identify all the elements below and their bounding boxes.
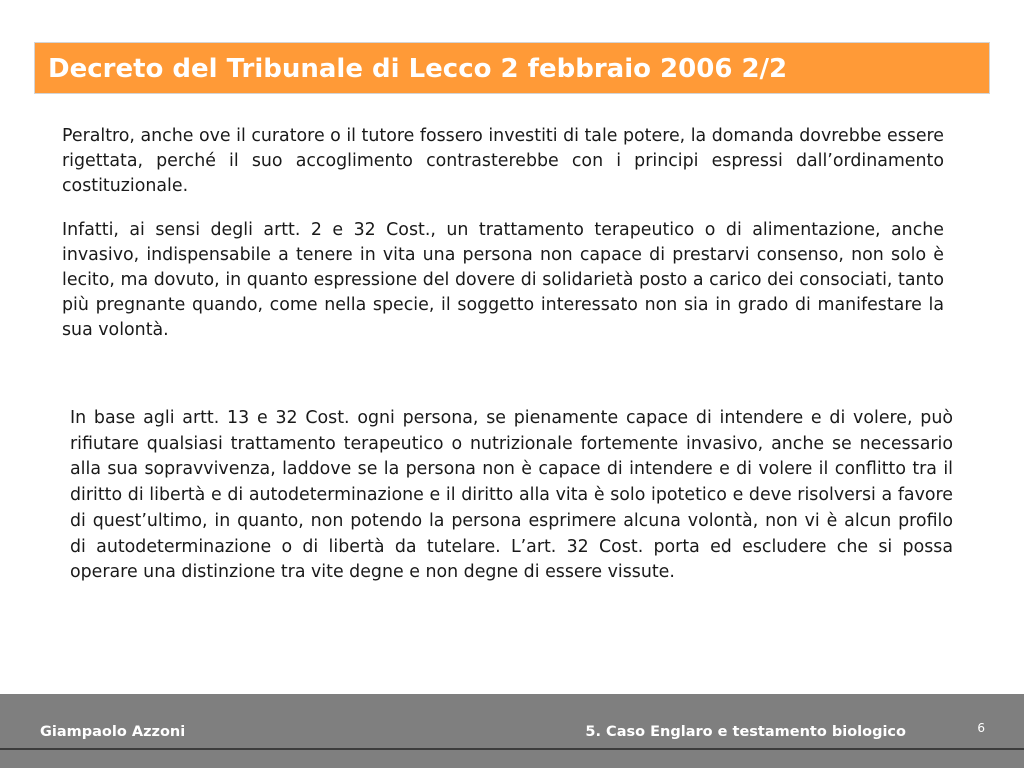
- title-bar: [34, 42, 990, 94]
- footer-author: Giampaolo Azzoni: [40, 724, 186, 740]
- paragraph-2: Infatti, ai sensi degli artt. 2 e 32 Cost., un trattamento terapeutico o di alimentazione, anche invasivo, indispensabile a tenere in vita una persona non capace di prestarvi consenso, non solo è lecito, ma dovuto, in quanto espressione del dovere di solidarietà posto a carico dei consociati, tanto più pregnante quando, come nella specie, il soggetto interessato non sia in grado di manifestare la sua volontà.: [62, 220, 944, 340]
- footer-divider: [0, 748, 1024, 750]
- footer-section-title: 5. Caso Englaro e testamento biologico: [585, 724, 906, 740]
- highlighted-text-box: In base agli artt. 13 e 32 Cost. ogni persona, se pienamente capace di intendere e di volere, può rifiutare qualsiasi trattamento terapeutico o nutrizionale fortemente invasivo, anche se necessario alla sua sopravvivenza, laddove se la persona non è capace di intendere e di volere il conflitto tra il diritto di libertà e di autodeterminazione e il diritto alla vita è solo ipotetico e deve risolversi a favore di quest’ultimo, in quanto, non potendo la persona esprimere alcuna volontà, non vi è alcun profilo di autodeterminazione o di libertà da tutelare. L’art. 32 Cost. porta ed escludere che si possa operare una distinzione tra vite degne e non degne di essere vissute.: [70, 408, 953, 583]
- paragraph-1: Peraltro, anche ove il curatore o il tutore fossero investiti di tale potere, la domanda dovrebbe essere rigettata, perché il suo accoglimento contrasterebbe con i principi espressi dall’ordinamento costituzionale.: [62, 126, 944, 196]
- page-number: 6: [977, 721, 985, 735]
- footer-bar: [0, 694, 1024, 768]
- slide-title: Decreto del Tribunale di Lecco 2 febbraio 2006 2/2: [48, 54, 788, 84]
